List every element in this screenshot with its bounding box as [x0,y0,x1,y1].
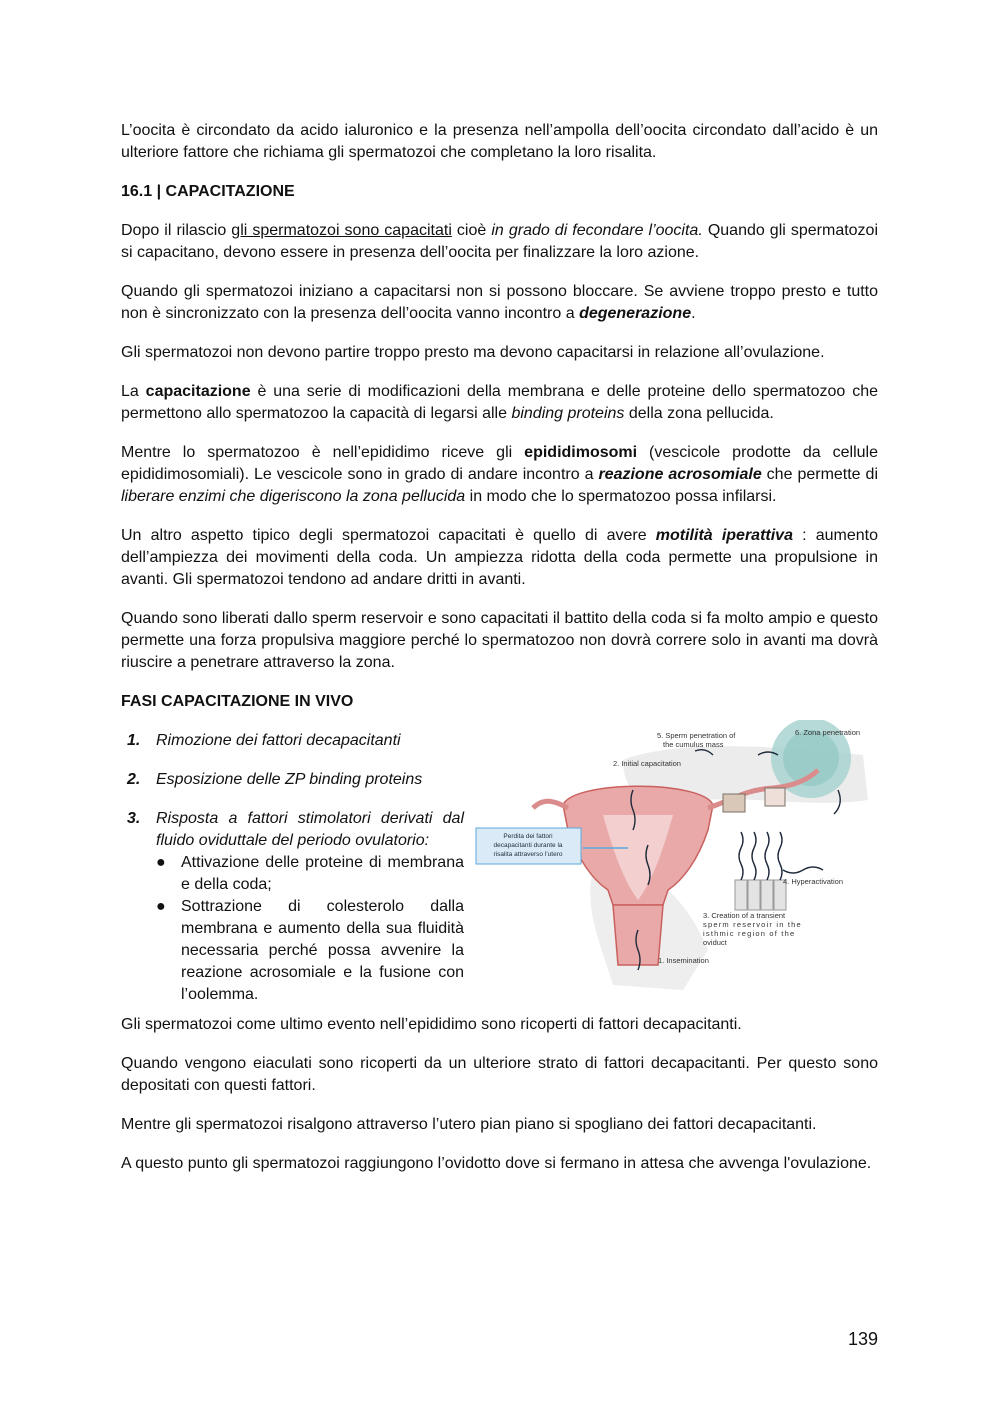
capacitation-figure [473,720,878,990]
bold-italic-term: motilità iperattiva [655,527,793,544]
bullet-item: ● Attivazione delle proteine di membrana e della coda; [156,854,464,893]
steps-column [121,730,464,1006]
oviduct-shape [533,801,568,808]
paragraph-sperm-reservoir: Quando sono liberati dallo sperm reservoir e sono capacitati il battito della coda si fa molto ampio e questo permette una forza propulsiva maggiore perché lo spermatozoo non dovrà correre solo in avanti ma dovrà riuscire a penetrare attraverso la zona. [121,610,878,671]
info-box-text: decapacitanti durante la [493,842,563,849]
page-content [121,120,878,1192]
detail-box [765,788,785,806]
italic-text: in grado di fecondare l’oocita. [491,222,703,239]
section-heading-capacitazione: 16.1 | CAPACITAZIONE [121,183,295,200]
bullet-item: ● Sottrazione di colesterolo dalla membrana e aumento della sua fluidità necessaria perché possa avvenire la reazione acrosomiale e la fusione con l’oolemma. [156,898,464,1003]
info-box-text: risalita attraverso l’utero [493,851,563,858]
figure-label: the cumulus mass [663,740,724,749]
bold-term: capacitazione [145,383,251,400]
paragraph-oocita: L’oocita è circondato da acido ialuronico e la presenza nell’ampolla dell’oocita circondato dall’acido è un ulteriore fattore che richiama gli spermatozoi che completano la loro risalita. [121,122,878,161]
list-item: 3. Risposta a fattori stimolatori derivati dal fluido oviduttale del periodo ovulatorio: ● Attivazione delle proteine di membrana e della coda; ● Sottrazione di colesterolo dalla membrana e aumento della sua fluidità necessaria perché possa avvenire la reazione acrosomiale e la fusione con l’oolemma. [121,808,464,1006]
paragraph-motilita: Un altro aspetto tipico degli spermatozoi capacitati è quello di avere motilità iperattiva : aumento dell’ampiezza dei movimenti della coda. Un ampiezza ridotta della coda permette una propulsione in avanti. Gli spermatozoi tendono ad andare dritti in avanti. [121,527,879,588]
paragraph-ovidotto: A questo punto gli spermatozoi raggiungono l’ovidotto dove si fermano in attesa che avvenga l'ovulazione. [121,1155,872,1172]
bullet-icon: ● [156,854,166,871]
figure-label: 4. Hyperactivation [783,877,844,886]
italic-text: liberare enzimi che digeriscono la zona pellucida [121,488,466,505]
page-number: 139 [847,1329,878,1349]
italic-term: binding proteins [511,405,625,422]
detail-box [723,794,745,812]
figure-label: sperm reservoir in the [703,920,802,929]
paragraph-epididimosomi: Mentre lo spermatozoo è nell’epididimo riceve gli epididimosomi (vescicole prodotte da cellule epididimosomiali). Le vescicole sono in grado di andare incontro a reazione acrosomiale che permette di liberare enzimi che digeriscono la zona pellucida in modo che lo spermatozoo possa infilarsi. [121,444,879,505]
sub-bullet-list [156,852,464,1006]
underlined-text: gli spermatozoi sono capacitati [231,222,452,239]
paragraph-capacitazione-def: La capacitazione è una serie di modificazioni della membrana e delle proteine dello spermatozoo che permettono allo spermatozoo la capacità di legarsi alle binding proteins della zona pellucida. [121,383,878,422]
paragraph-degenerazione: Quando gli spermatozoi iniziano a capacitarsi non si possono bloccare. Se avviene troppo presto e tutto non è sincronizzato con la presenza dell’oocita vanno incontro a degenerazione. [121,283,878,322]
bold-italic-term: reazione acrosomiale [598,466,762,483]
figure-label: 5. Sperm penetration of [657,731,736,740]
paragraph-rilascio: Dopo il rilascio gli spermatozoi sono capacitati cioè in grado di fecondare l’oocita. Quando gli spermatozoi si capacitano, devono essere in presenza dell’oocita per finalizzare la loro azione. [121,222,879,261]
figure-illustration [473,720,878,990]
figure-label: 1. Insemination [658,956,709,965]
figure-label: 3. Creation of a transient [703,911,786,920]
bold-term: epididimosomi [524,444,638,461]
bullet-icon: ● [156,898,166,915]
list-item: 1. Rimozione dei fattori decapacitanti [127,732,401,749]
info-box-text: Perdita dei fattori [503,833,553,840]
steps-and-figure [121,730,878,1006]
cervix-shape [613,905,663,965]
bold-italic-term: degenerazione [579,305,692,322]
paragraph-eiaculati: Quando vengono eiaculati sono ricoperti da un ulteriore strato di fattori decapacitanti. Per questo sono depositati con questi fattori. [121,1055,878,1094]
paragraph-ovulazione: Gli spermatozoi non devono partire troppo presto ma devono capacitarsi in relazione all’ovulazione. [121,344,825,361]
paragraph-risalita: Mentre gli spermatozoi risalgono attraverso l’utero pian piano si spogliano dei fattori decapacitanti. [121,1116,817,1133]
paragraph-epididimo: Gli spermatozoi come ultimo evento nell’epididimo sono ricoperti di fattori decapacitanti. [121,1016,742,1033]
figure-label: oviduct [703,938,727,947]
figure-label: 2. Initial capacitation [613,759,681,768]
figure-label: 6. Zona penetration [795,728,861,737]
list-item: 2. Esposizione delle ZP binding proteins [127,771,423,788]
steps-list [121,730,464,1006]
figure-label: isthmic region of the [703,929,796,938]
epithelium-cells [735,880,786,910]
section-heading-fasi: FASI CAPACITAZIONE IN VIVO [121,693,354,710]
